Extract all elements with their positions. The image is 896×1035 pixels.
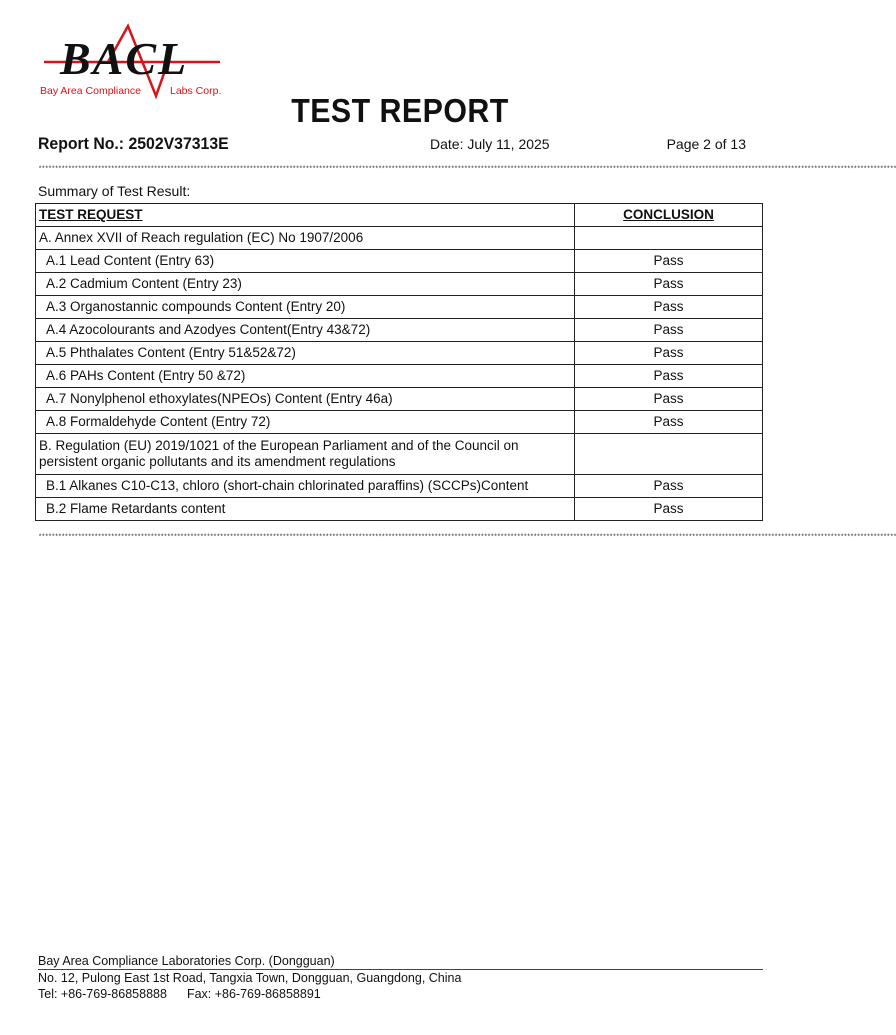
report-number: Report No.: 2502V37313E xyxy=(38,134,229,153)
request-cell: A.8 Formaldehyde Content (Entry 72) xyxy=(36,411,575,434)
star-divider-bottom: ******************************************************************************************************************************************************************************************************************************************************************** xyxy=(38,534,896,542)
svg-text:BACL: BACL xyxy=(60,33,189,84)
request-cell: B. Regulation (EU) 2019/1021 of the European Parliament and of the Council on persistent organic pollutants and its amendment regulations xyxy=(36,434,575,475)
table-row xyxy=(36,498,763,521)
table-row xyxy=(36,434,763,475)
request-cell: A.4 Azocolourants and Azodyes Content(Entry 43&72) xyxy=(36,319,575,342)
bacl-logo-graphic xyxy=(38,22,228,102)
table-row xyxy=(36,475,763,498)
summary-label: Summary of Test Result: xyxy=(38,183,191,199)
table-row xyxy=(36,273,763,296)
results-table xyxy=(35,203,763,521)
col-header-conclusion: CONCLUSION xyxy=(575,204,763,227)
request-cell: A.2 Cadmium Content (Entry 23) xyxy=(36,273,575,296)
conclusion-cell: Pass xyxy=(575,475,763,498)
request-cell: A. Annex XVII of Reach regulation (EC) No 1907/2006 xyxy=(36,227,575,250)
request-cell: B.2 Flame Retardants content xyxy=(36,498,575,521)
table-row xyxy=(36,296,763,319)
table-row xyxy=(36,365,763,388)
page-number: Page 2 of 13 xyxy=(666,136,746,152)
star-divider-top: ******************************************************************************************************************************************************************************************************************************************************************** xyxy=(38,166,896,174)
request-cell: B.1 Alkanes C10-C13, chloro (short-chain chlorinated paraffins) (SCCPs)Content xyxy=(36,475,575,498)
footer-company: Bay Area Compliance Laboratories Corp. (Dongguan) xyxy=(38,954,763,970)
table-row xyxy=(36,227,763,250)
table-row xyxy=(36,411,763,434)
request-cell: A.7 Nonylphenol ethoxylates(NPEOs) Content (Entry 46a) xyxy=(36,388,575,411)
report-header xyxy=(38,134,750,156)
page-title: TEST REPORT xyxy=(291,92,509,129)
col-header-request: TEST REQUEST xyxy=(36,204,575,227)
conclusion-cell: Pass xyxy=(575,319,763,342)
table-row xyxy=(36,250,763,273)
conclusion-cell: Pass xyxy=(575,250,763,273)
footer-fax: Fax: +86-769-86858891 xyxy=(186,987,321,1001)
bacl-logo xyxy=(38,22,228,102)
page-footer xyxy=(38,954,763,1002)
table-row xyxy=(36,388,763,411)
request-cell: A.5 Phthalates Content (Entry 51&52&72) xyxy=(36,342,575,365)
table-header-row xyxy=(36,204,763,227)
conclusion-cell: Pass xyxy=(575,296,763,319)
conclusion-cell: Pass xyxy=(575,273,763,296)
conclusion-cell: Pass xyxy=(575,498,763,521)
conclusion-cell: Pass xyxy=(575,342,763,365)
conclusion-cell xyxy=(575,434,763,475)
report-date: Date: July 11, 2025 xyxy=(430,136,550,152)
footer-tel: Tel: +86-769-86858888 xyxy=(38,987,167,1001)
svg-text:Labs Corp.: Labs Corp. xyxy=(170,85,222,97)
table-row xyxy=(36,319,763,342)
footer-contact xyxy=(38,986,763,1002)
table-row xyxy=(36,342,763,365)
request-cell: A.3 Organostannic compounds Content (Entry 20) xyxy=(36,296,575,319)
conclusion-cell: Pass xyxy=(575,388,763,411)
request-cell: A.6 PAHs Content (Entry 50 &72) xyxy=(36,365,575,388)
svg-text:Bay Area Compliance: Bay Area Compliance xyxy=(40,85,141,97)
request-cell: A.1 Lead Content (Entry 63) xyxy=(36,250,575,273)
conclusion-cell: Pass xyxy=(575,365,763,388)
conclusion-cell xyxy=(575,227,763,250)
conclusion-cell: Pass xyxy=(575,411,763,434)
footer-address: No. 12, Pulong East 1st Road, Tangxia Town, Dongguan, Guangdong, China xyxy=(38,971,462,985)
